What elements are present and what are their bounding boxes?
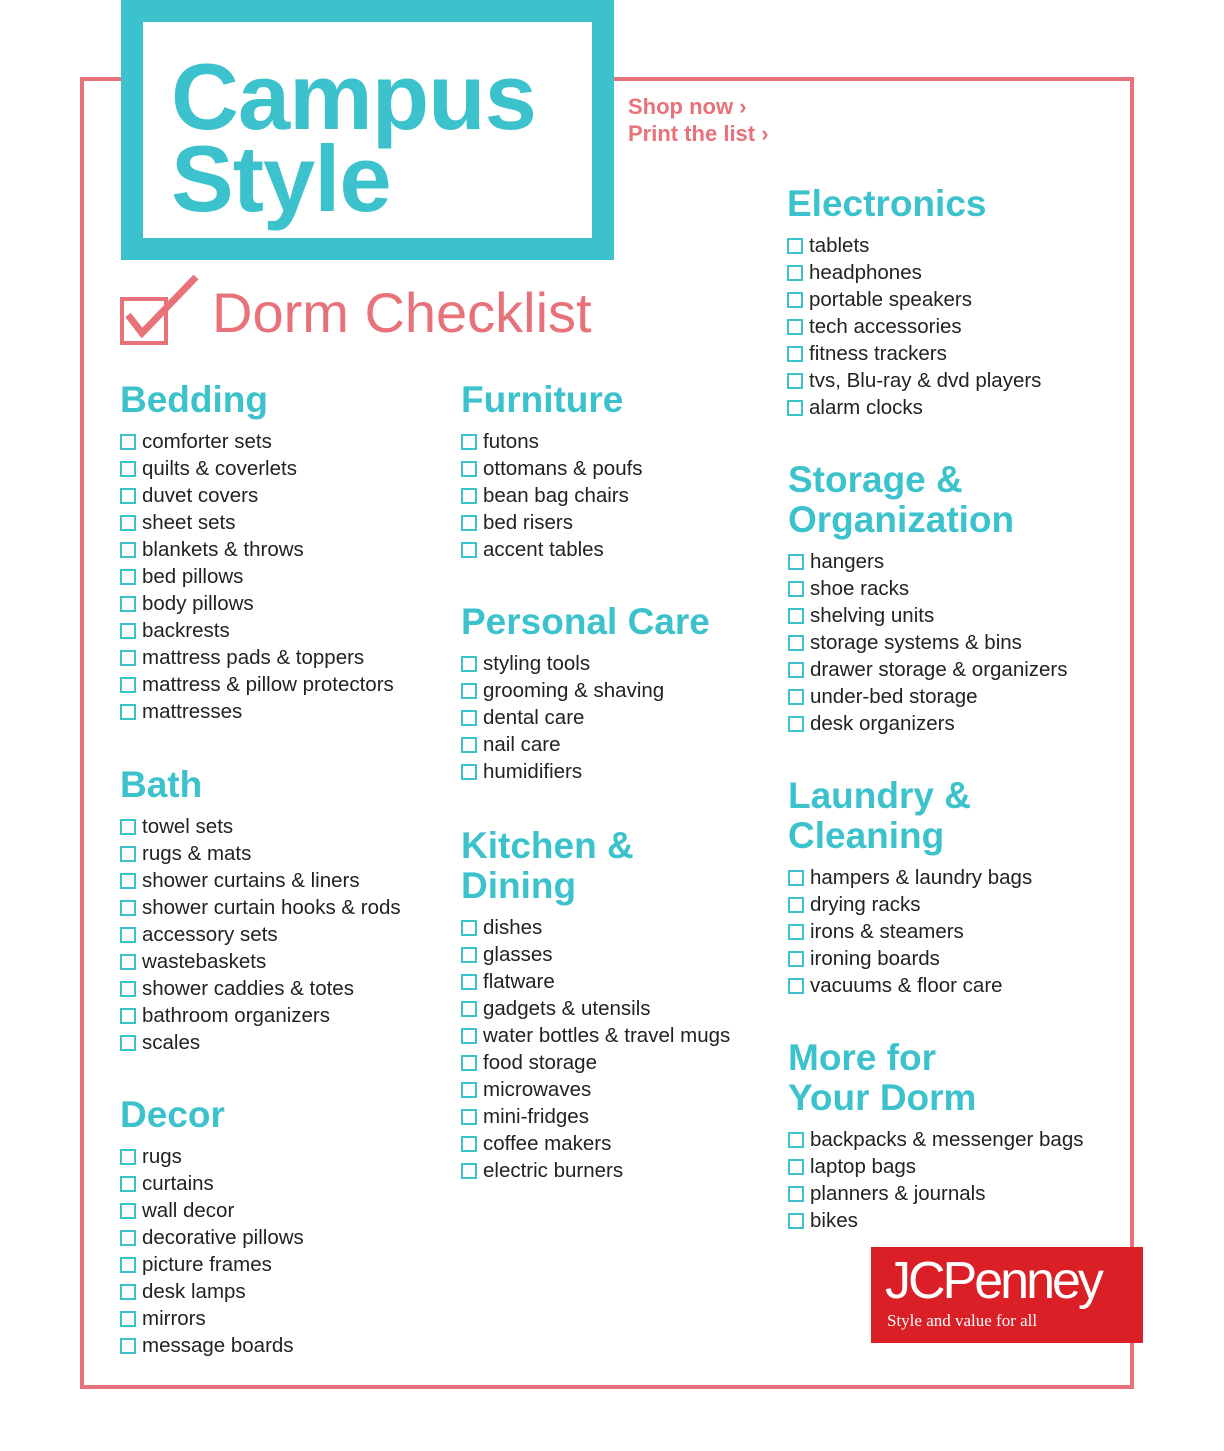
checklist-item-label: mattresses: [142, 699, 243, 723]
checklist-item-label: styling tools: [483, 651, 591, 675]
checklist-item[interactable]: [788, 1180, 1083, 1207]
section-title-kitchen-line2: Dining: [461, 865, 577, 906]
checklist-item[interactable]: [120, 590, 394, 617]
checkbox-icon[interactable]: [120, 1257, 136, 1273]
checklist-item[interactable]: [461, 968, 730, 995]
list-more-for-dorm: [788, 1126, 1083, 1234]
list-laundry-cleaning: [788, 864, 1032, 999]
list-bath: [120, 813, 401, 1056]
checklist-item-label: storage systems & bins: [810, 630, 1022, 654]
checkbox-icon[interactable]: [787, 238, 803, 254]
checkbox-icon[interactable]: [461, 1136, 477, 1152]
list-kitchen-dining: [461, 914, 730, 1184]
checkbox-icon[interactable]: [787, 265, 803, 281]
checklist-item-label: bathroom organizers: [142, 1003, 331, 1027]
checkbox-icon[interactable]: [787, 346, 803, 362]
checkbox-icon[interactable]: [120, 569, 136, 585]
checklist-item-label: tablets: [809, 233, 870, 257]
checklist-item[interactable]: [120, 975, 401, 1002]
checklist-item-label: accent tables: [483, 537, 604, 561]
list-electronics: [787, 232, 1041, 421]
dorm-checklist-heading: [120, 272, 592, 352]
checkbox-icon[interactable]: [120, 1230, 136, 1246]
checkbox-icon[interactable]: [120, 1284, 136, 1300]
checkbox-icon[interactable]: [120, 981, 136, 997]
checklist-item-label: accessory sets: [142, 922, 278, 946]
section-title-decor: Decor: [120, 1094, 225, 1135]
checklist-item-label: wastebaskets: [142, 949, 267, 973]
title-line-2: Style: [171, 126, 391, 231]
checkbox-icon[interactable]: [788, 635, 804, 651]
checkbox-icon[interactable]: [461, 683, 477, 699]
checklist-item-label: comforter sets: [142, 429, 272, 453]
checklist-item-label: blankets & throws: [142, 537, 304, 561]
checklist-item-label: food storage: [483, 1050, 597, 1074]
checkbox-icon[interactable]: [120, 704, 136, 720]
checkbox-icon[interactable]: [788, 1213, 804, 1229]
section-title-electronics: Electronics: [787, 183, 987, 224]
checkbox-icon[interactable]: [461, 1055, 477, 1071]
list-personal-care: [461, 650, 710, 785]
checklist-item[interactable]: [120, 536, 394, 563]
checklist-item[interactable]: [787, 286, 1041, 313]
checkbox-icon[interactable]: [120, 1149, 136, 1165]
checklist-item[interactable]: [120, 644, 394, 671]
checklist-item[interactable]: [120, 1278, 304, 1305]
checkbox-icon[interactable]: [788, 716, 804, 732]
checklist-item[interactable]: [461, 509, 643, 536]
checklist-item-label: tech accessories: [809, 314, 962, 338]
checklist-item-label: mattress pads & toppers: [142, 645, 365, 669]
checklist-item[interactable]: [788, 945, 1032, 972]
checkbox-icon[interactable]: [461, 542, 477, 558]
checkbox-icon[interactable]: [461, 434, 477, 450]
checklist-item-label: under-bed storage: [810, 684, 978, 708]
checkbox-checked-icon: [120, 273, 202, 351]
section-title-more-line1: More for: [788, 1037, 936, 1078]
checkbox-icon[interactable]: [120, 488, 136, 504]
checklist-item[interactable]: [788, 918, 1032, 945]
checklist-item-label: electric burners: [483, 1158, 624, 1182]
checklist-item[interactable]: [120, 894, 401, 921]
checklist-item-label: microwaves: [483, 1077, 592, 1101]
checklist-item[interactable]: [120, 563, 394, 590]
checklist-item-label: futons: [483, 429, 539, 453]
checklist-item[interactable]: [788, 891, 1032, 918]
checklist-item[interactable]: [120, 1170, 304, 1197]
checklist-item-label: dental care: [483, 705, 585, 729]
section-laundry-cleaning: [788, 776, 1032, 999]
checklist-item-label: hampers & laundry bags: [810, 865, 1033, 889]
checklist-item-label: shelving units: [810, 603, 935, 627]
shop-now-link[interactable]: Shop now ›: [628, 94, 747, 119]
checklist-item-label: mini-fridges: [483, 1104, 589, 1128]
checklist-item-label: drawer storage & organizers: [810, 657, 1068, 681]
checklist-item-label: backpacks & messenger bags: [810, 1127, 1084, 1151]
checkbox-icon[interactable]: [120, 461, 136, 477]
checklist-item-label: planners & journals: [810, 1181, 986, 1205]
checklist-item[interactable]: [788, 683, 1068, 710]
checklist-item[interactable]: [461, 1103, 730, 1130]
title-line-1: Campus: [171, 44, 536, 149]
section-title-furniture: Furniture: [461, 379, 624, 420]
section-title-laundry-line1: Laundry &: [788, 775, 971, 816]
checklist-item-label: sheet sets: [142, 510, 236, 534]
checklist-item-label: shower curtains & liners: [142, 868, 360, 892]
checklist-item[interactable]: [120, 867, 401, 894]
checklist-item[interactable]: [120, 455, 394, 482]
checklist-item-label: fitness trackers: [809, 341, 947, 365]
checklist-item[interactable]: [120, 698, 394, 725]
section-title-storage-line2: Organization: [788, 499, 1015, 540]
section-title-storage-line1: Storage &: [788, 459, 963, 500]
checklist-item-label: wall decor: [142, 1198, 235, 1222]
logo-tagline: Style and value for all: [887, 1311, 1038, 1330]
checklist-item-label: portable speakers: [809, 287, 972, 311]
checklist-item[interactable]: [120, 921, 401, 948]
logo-brand: JCPenney: [885, 1252, 1101, 1310]
checklist-item-label: desk organizers: [810, 711, 955, 735]
checkbox-icon[interactable]: [461, 656, 477, 672]
checkbox-icon[interactable]: [461, 764, 477, 780]
checkbox-icon[interactable]: [461, 1001, 477, 1017]
checklist-item[interactable]: [461, 482, 643, 509]
checklist-item[interactable]: [461, 536, 643, 563]
checklist-item-label: duvet covers: [142, 483, 259, 507]
section-decor: [120, 1095, 304, 1359]
section-title-kitchen-line1: Kitchen &: [461, 825, 634, 866]
checklist-item[interactable]: [120, 1143, 304, 1170]
checklist-item-label: shower curtain hooks & rods: [142, 895, 401, 919]
checklist-item-label: backrests: [142, 618, 230, 642]
checkbox-icon[interactable]: [788, 951, 804, 967]
checkbox-icon[interactable]: [788, 1159, 804, 1175]
checkbox-icon[interactable]: [788, 554, 804, 570]
section-bedding: [120, 380, 394, 725]
checklist-item-label: vacuums & floor care: [810, 973, 1003, 997]
checkbox-icon[interactable]: [461, 515, 477, 531]
section-title-more-line2: Your Dorm: [788, 1077, 977, 1118]
checklist-item-label: flatware: [483, 969, 555, 993]
checklist-item-label: rugs & mats: [142, 841, 252, 865]
section-furniture: [461, 380, 643, 563]
checkbox-icon[interactable]: [461, 710, 477, 726]
checkbox-icon[interactable]: [120, 846, 136, 862]
list-bedding: [120, 428, 394, 725]
checklist-item-label: laptop bags: [810, 1154, 917, 1178]
checklist-item-label: rugs: [142, 1144, 182, 1168]
checklist-item-label: bed pillows: [142, 564, 244, 588]
checkbox-icon[interactable]: [120, 650, 136, 666]
checkbox-icon[interactable]: [788, 870, 804, 886]
checklist-item[interactable]: [120, 948, 401, 975]
checklist-item[interactable]: [461, 731, 710, 758]
checklist-item[interactable]: [788, 602, 1068, 629]
section-title-more: [788, 1038, 1083, 1118]
list-furniture: [461, 428, 643, 563]
checklist-item-label: mirrors: [142, 1306, 206, 1330]
checklist-item-label: curtains: [142, 1171, 214, 1195]
checklist-item[interactable]: [461, 455, 643, 482]
checkbox-icon[interactable]: [461, 1163, 477, 1179]
checkbox-icon[interactable]: [461, 920, 477, 936]
checklist-item-label: coffee makers: [483, 1131, 612, 1155]
section-title-personal-care: Personal Care: [461, 601, 710, 642]
checklist-item-label: ottomans & poufs: [483, 456, 643, 480]
checkbox-icon[interactable]: [788, 662, 804, 678]
checklist-item-label: bikes: [810, 1208, 858, 1232]
checkbox-icon[interactable]: [788, 1186, 804, 1202]
checkbox-icon[interactable]: [787, 319, 803, 335]
checklist-item[interactable]: [787, 394, 1041, 421]
checklist-item-label: decorative pillows: [142, 1225, 304, 1249]
checklist-item-label: irons & steamers: [810, 919, 964, 943]
list-storage-organization: [788, 548, 1068, 737]
checklist-item[interactable]: [787, 259, 1041, 286]
checklist-item[interactable]: [461, 1022, 730, 1049]
checkbox-icon[interactable]: [120, 623, 136, 639]
section-title-bath: Bath: [120, 764, 203, 805]
checklist-item-label: desk lamps: [142, 1279, 246, 1303]
section-title-laundry-line2: Cleaning: [788, 815, 945, 856]
checklist-item-label: body pillows: [142, 591, 254, 615]
checklist-item-label: scales: [142, 1030, 201, 1054]
checklist-item-label: bean bag chairs: [483, 483, 629, 507]
checkbox-icon[interactable]: [787, 292, 803, 308]
checkbox-icon[interactable]: [120, 1311, 136, 1327]
checkbox-icon[interactable]: [461, 1028, 477, 1044]
checklist-item[interactable]: [788, 1207, 1083, 1234]
checklist-item[interactable]: [461, 428, 643, 455]
checkbox-icon[interactable]: [461, 1082, 477, 1098]
checkbox-icon[interactable]: [120, 1338, 136, 1354]
checklist-item[interactable]: [120, 509, 394, 536]
checkbox-icon[interactable]: [788, 608, 804, 624]
checkbox-icon[interactable]: [788, 581, 804, 597]
checkbox-icon[interactable]: [120, 1203, 136, 1219]
section-bath: [120, 765, 401, 1056]
checklist-item-label: drying racks: [810, 892, 921, 916]
checklist-item[interactable]: [120, 1029, 401, 1056]
campus-style-title-box: [121, 0, 614, 260]
checklist-item[interactable]: [461, 941, 730, 968]
checklist-item-label: headphones: [809, 260, 922, 284]
checklist-item-label: dishes: [483, 915, 543, 939]
jcpenney-logo[interactable]: [871, 1247, 1143, 1343]
section-title-laundry: [788, 776, 1032, 856]
checklist-item[interactable]: [461, 1049, 730, 1076]
checklist-item[interactable]: [120, 1332, 304, 1359]
checklist-item[interactable]: [461, 758, 710, 785]
checklist-item[interactable]: [787, 367, 1041, 394]
checkbox-icon[interactable]: [788, 897, 804, 913]
checkbox-icon[interactable]: [788, 924, 804, 940]
checklist-item-label: bed risers: [483, 510, 574, 534]
checkbox-icon[interactable]: [788, 1132, 804, 1148]
checklist-item-label: humidifiers: [483, 759, 583, 783]
checkbox-icon[interactable]: [461, 461, 477, 477]
checklist-item[interactable]: [461, 1157, 730, 1184]
checklist-item[interactable]: [788, 972, 1032, 999]
checklist-item[interactable]: [788, 1153, 1083, 1180]
list-decor: [120, 1143, 304, 1359]
print-list-link[interactable]: Print the list ›: [628, 121, 769, 146]
checkbox-icon[interactable]: [788, 978, 804, 994]
checklist-item-label: message boards: [142, 1333, 294, 1357]
checklist-item[interactable]: [120, 813, 401, 840]
checklist-item[interactable]: [461, 677, 710, 704]
section-storage-organization: [788, 460, 1068, 737]
section-more-for-dorm: [788, 1038, 1083, 1234]
checkbox-icon[interactable]: [120, 819, 136, 835]
checkbox-icon[interactable]: [120, 927, 136, 943]
checklist-item[interactable]: [788, 864, 1032, 891]
checkbox-icon[interactable]: [120, 1176, 136, 1192]
checklist-item[interactable]: [120, 1002, 401, 1029]
checklist-item[interactable]: [788, 575, 1068, 602]
checkbox-icon[interactable]: [461, 974, 477, 990]
checkbox-icon[interactable]: [461, 737, 477, 753]
checklist-item-label: mattress & pillow protectors: [142, 672, 394, 696]
checklist-item[interactable]: [120, 1251, 304, 1278]
checkbox-icon[interactable]: [461, 488, 477, 504]
section-title-bedding: Bedding: [120, 379, 268, 420]
checklist-item-label: grooming & shaving: [483, 678, 665, 702]
checklist-item[interactable]: [461, 704, 710, 731]
dorm-checklist-title: Dorm Checklist: [212, 280, 592, 344]
checkbox-icon[interactable]: [120, 542, 136, 558]
checkbox-icon[interactable]: [787, 373, 803, 389]
section-title-kitchen-dining: [461, 826, 730, 906]
checklist-item[interactable]: [120, 671, 394, 698]
checklist-item[interactable]: [788, 1126, 1083, 1153]
checklist-item-label: water bottles & travel mugs: [483, 1023, 731, 1047]
header-links: [628, 93, 769, 147]
checklist-item[interactable]: [788, 656, 1068, 683]
checkbox-icon[interactable]: [120, 954, 136, 970]
checkbox-icon[interactable]: [120, 1008, 136, 1024]
checklist-item[interactable]: [120, 428, 394, 455]
checklist-item[interactable]: [120, 1197, 304, 1224]
checklist-item[interactable]: [788, 710, 1068, 737]
section-personal-care: [461, 602, 710, 785]
checklist-item-label: quilts & coverlets: [142, 456, 297, 480]
section-title-storage: [788, 460, 1068, 540]
checklist-item-label: shower caddies & totes: [142, 976, 354, 1000]
checkbox-icon[interactable]: [120, 873, 136, 889]
checklist-item[interactable]: [461, 650, 710, 677]
checklist-item-label: ironing boards: [810, 946, 940, 970]
checkbox-icon[interactable]: [461, 1109, 477, 1125]
checklist-item-label: picture frames: [142, 1252, 272, 1276]
checkbox-icon[interactable]: [120, 434, 136, 450]
checklist-item[interactable]: [461, 995, 730, 1022]
checklist-item[interactable]: [461, 1076, 730, 1103]
checklist-item-label: glasses: [483, 942, 553, 966]
checklist-item-label: alarm clocks: [809, 395, 923, 419]
checklist-item[interactable]: [787, 340, 1041, 367]
checkbox-icon[interactable]: [120, 677, 136, 693]
checklist-item-label: nail care: [483, 732, 561, 756]
checklist-item-label: shoe racks: [810, 576, 910, 600]
checklist-item[interactable]: [461, 1130, 730, 1157]
checkbox-icon[interactable]: [461, 947, 477, 963]
checkbox-icon[interactable]: [787, 400, 803, 416]
checkbox-icon[interactable]: [120, 900, 136, 916]
checklist-item[interactable]: [461, 914, 730, 941]
checklist-item[interactable]: [787, 313, 1041, 340]
checkbox-icon[interactable]: [120, 596, 136, 612]
checklist-item[interactable]: [787, 232, 1041, 259]
checkbox-icon[interactable]: [788, 689, 804, 705]
checklist-item[interactable]: [120, 482, 394, 509]
checkbox-icon[interactable]: [120, 1035, 136, 1051]
checklist-item-label: towel sets: [142, 814, 234, 838]
checklist-item[interactable]: [120, 1305, 304, 1332]
checklist-item-label: hangers: [810, 549, 885, 573]
checklist-item[interactable]: [120, 617, 394, 644]
section-electronics: [787, 184, 1041, 421]
checklist-item-label: gadgets & utensils: [483, 996, 651, 1020]
checklist-item[interactable]: [788, 548, 1068, 575]
checklist-item[interactable]: [120, 840, 401, 867]
checklist-item[interactable]: [788, 629, 1068, 656]
checklist-item[interactable]: [120, 1224, 304, 1251]
checklist-item-label: tvs, Blu-ray & dvd players: [809, 368, 1042, 392]
section-kitchen-dining: [461, 826, 730, 1184]
checkbox-icon[interactable]: [120, 515, 136, 531]
